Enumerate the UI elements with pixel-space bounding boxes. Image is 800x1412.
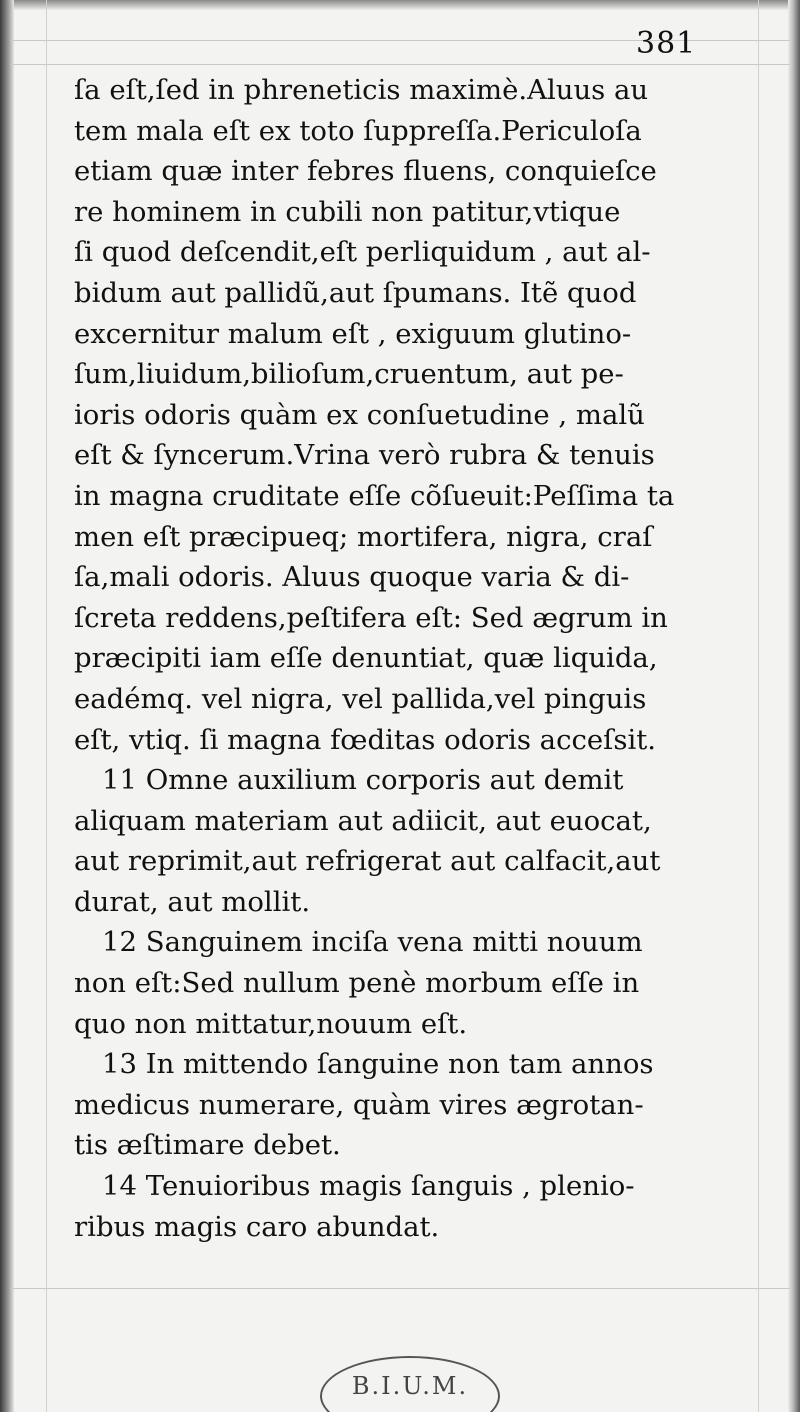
ruled-line (46, 0, 47, 1412)
text-line: men eſt præcipueq; mortifera, nigra, craſ (74, 520, 653, 553)
text-line: 14 Tenuioribus magis ſanguis , plenio- (102, 1170, 635, 1203)
text-line: bidum aut pallidũ,aut ſpumans. Itẽ quod (74, 276, 637, 309)
ruled-line (10, 64, 790, 65)
text-line: ribus magis caro abundat. (74, 1210, 440, 1243)
text-line: eſt, vtiq. ſi magna fœditas odoris acceſsit. (74, 723, 657, 756)
text-line: ſum,liuidum,bilioſum,cruentum, aut pe- (74, 358, 624, 391)
text-line: quo non mittatur,nouum eſt. (74, 1007, 468, 1040)
text-line: in magna cruditate eſſe cõſueuit:Peſſima ta (74, 479, 675, 512)
ruled-line (758, 0, 759, 1412)
text-line: aliquam materiam aut adiicit, aut euocat, (74, 804, 652, 837)
text-line: tis æſtimare debet. (74, 1129, 341, 1162)
text-line: etiam quæ inter febres fluens, conquieſce (74, 155, 657, 188)
scan-edge-top (0, 0, 800, 10)
text-line: ioris odoris quàm ex conſuetudine , malũ (74, 398, 645, 431)
text-line: ſa eſt,ſed in phreneticis maximè.Aluus au (74, 74, 649, 106)
scan-edge-left (0, 0, 14, 1412)
text-line: 12 Sanguinem inciſa vena mitti nouum (102, 926, 643, 959)
text-line: ſa,mali odoris. Aluus quoque varia & di- (74, 561, 630, 594)
scan-edge-right (788, 0, 800, 1412)
text-line: 11 Omne auxilium corporis aut demit (102, 764, 624, 797)
page-number: 381 (636, 26, 697, 61)
body-text (74, 70, 744, 1247)
library-stamp (320, 1356, 500, 1412)
text-line: ſi quod deſcendit,eſt perliquidum , aut al- (74, 236, 651, 269)
stamp-text: B.I.U.M. (351, 1372, 469, 1400)
text-line: durat, aut mollit. (74, 885, 311, 918)
text-line: 13 In mittendo ſanguine non tam annos (102, 1048, 654, 1081)
text-line: medicus numerare, quàm vires ægrotan- (74, 1088, 644, 1121)
text-line: aut reprimit,aut refrigerat aut calfacit,aut (74, 845, 661, 878)
text-line: non eſt:Sed nullum penè morbum eſſe in (74, 967, 640, 1000)
text-line: præcipiti iam eſſe denuntiat, quæ liquida, (74, 642, 658, 675)
text-line: tem mala eſt ex toto ſuppreſſa.Periculoſa (74, 114, 642, 147)
text-line: eſt & ſyncerum.Vrina verò rubra & tenuis (74, 439, 655, 472)
text-line: re hominem in cubili non patitur,vtique (74, 195, 621, 228)
text-line: ſcreta reddens,peſtifera eſt: Sed ægrum in (74, 601, 668, 634)
text-line: eadémq. vel nigra, vel pallida,vel pinguis (74, 682, 647, 715)
ruled-line (10, 1288, 790, 1289)
text-line: excernitur malum eſt , exiguum glutino- (74, 317, 632, 350)
